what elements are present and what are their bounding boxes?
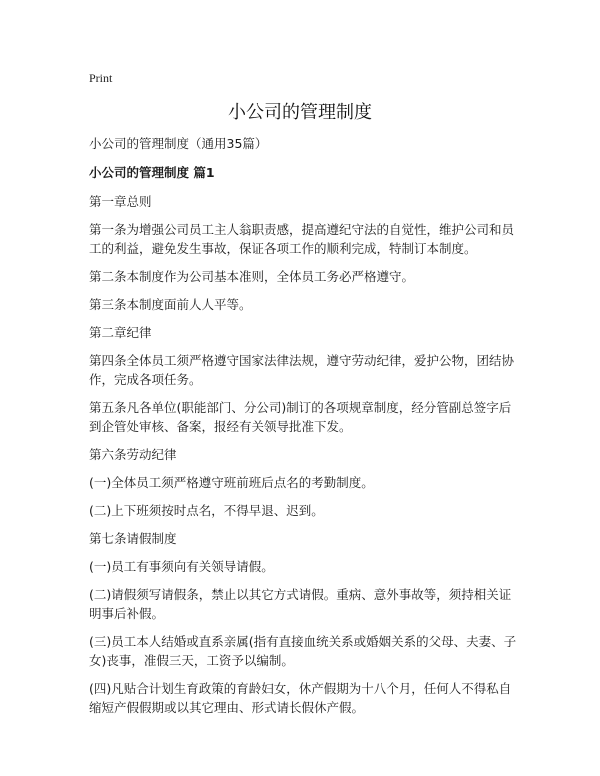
paragraph: 第二条本制度作为公司基本准则，全体员工务必严格遵守。 <box>89 269 415 284</box>
paragraph: 第三条本制度面前人人平等。 <box>89 297 252 312</box>
paragraph: 第七条请假制度 <box>89 531 177 546</box>
paragraph: (四)凡贴合计划生育政策的育龄妇女，休产假期为十八个月，任何人不得私自缩短产假假期或以其它理由、形式请长假休产假。 <box>89 681 512 715</box>
paragraph: 第六条劳动纪律 <box>89 447 177 462</box>
paragraph: (二)上下班须按时点名，不得早退、迟到。 <box>89 503 324 518</box>
page-title: 小公司的管理制度 <box>228 102 372 123</box>
document-subtitle: 小公司的管理制度（通用35篇） <box>89 136 268 151</box>
chapter-heading: 第二章纪律 <box>89 325 152 340</box>
document-body <box>89 134 519 726</box>
paragraph: (三)员工本人结婚或直系亲属(指有直接血统关系或婚姻关系的父母、夫妻、子女)丧事，准假三天，工资予以编制。 <box>89 634 517 668</box>
paragraph: 第一条为增强公司员工主人翁职责感，提高遵纪守法的自觉性，维护公司和员工的利益，避免发生事故，保证各项工作的顺利完成，特制订本制度。 <box>89 222 515 256</box>
paragraph: 第五条凡各单位(职能部门、分公司)制订的各项规章制度，经分管副总签字后到企管处审核、备案，报经有关领导批准下发。 <box>89 400 512 434</box>
paragraph: (一)员工有事须向有关领导请假。 <box>89 559 274 574</box>
section-heading: 小公司的管理制度 篇1 <box>89 165 215 180</box>
paragraph: (二)请假须写请假条，禁止以其它方式请假。重病、意外事故等，须持相关证明事后补假。 <box>89 587 512 621</box>
paragraph: 第四条全体员工须严格遵守国家法律法规，遵守劳动纪律，爱护公物，团结协作，完成各项任务。 <box>89 353 515 387</box>
print-link[interactable]: Print <box>89 71 113 85</box>
paragraph: (一)全体员工须严格遵守班前班后点名的考勤制度。 <box>89 475 374 490</box>
chapter-heading: 第一章总则 <box>89 194 152 209</box>
